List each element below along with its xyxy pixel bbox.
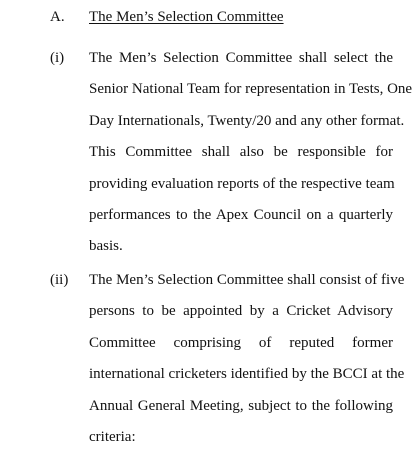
paragraph-text — [89, 265, 405, 453]
text-line: Annual General Meeting, subject to the following — [89, 397, 393, 414]
text-line: This Committee shall also be responsible for — [89, 144, 393, 161]
text-line: performances to the Apex Council on a quarterly — [89, 206, 393, 223]
text-line: Day Internationals, Twenty/20 and any other format. — [89, 112, 405, 129]
text-line: The Men’s Selection Committee shall select the — [89, 50, 393, 66]
text-line: Committee comprising of reputed former — [89, 334, 393, 351]
text-line: international cricketers identified by the BCCI at the — [89, 366, 405, 383]
text-line: persons to be appointed by a Cricket Advisory — [89, 303, 393, 320]
section-heading — [0, 6, 413, 28]
text-line: providing evaluation reports of the respective team — [89, 175, 395, 192]
text-line: basis. — [89, 238, 123, 255]
section-title: The Men’s Selection Committee — [89, 9, 284, 25]
text-line: criteria: — [89, 428, 136, 445]
paragraph-marker: (i) — [50, 50, 65, 66]
paragraph-marker: (ii) — [50, 272, 69, 288]
paragraph-text — [89, 43, 413, 263]
text-line: Senior National Team for representation in Tests, One — [89, 81, 413, 98]
section-number: A. — [50, 9, 65, 25]
text-line: The Men’s Selection Committee shall consist of five — [89, 272, 405, 288]
